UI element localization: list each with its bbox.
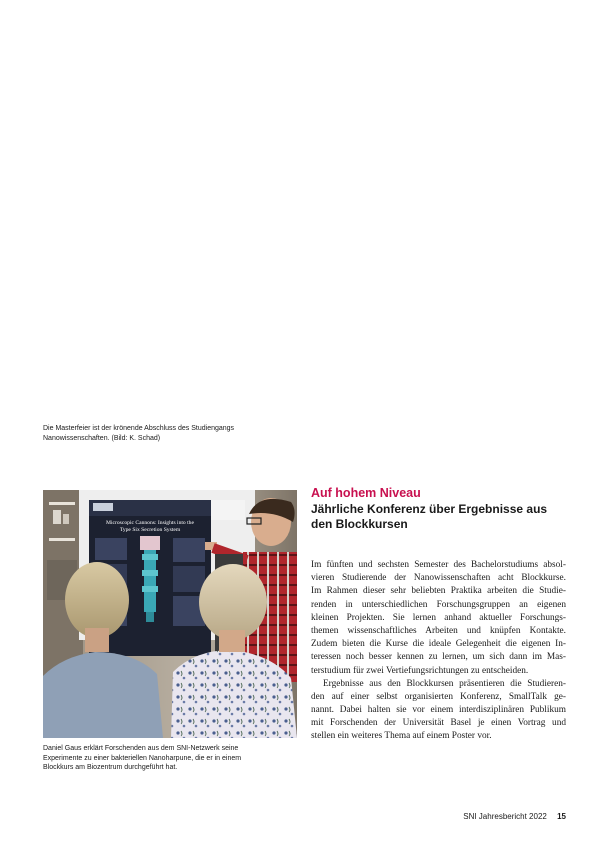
body-line: Im Rahmen dieser sehr beliebten Praktika arbeiten die Studie- (311, 586, 566, 597)
poster-session-photo (43, 490, 297, 738)
body-line: kleinen Projekten. Sie lernen anhand aktueller Forschungs- (311, 612, 566, 623)
headline-line: Jährliche Konferenz über Ergebnisse aus (311, 502, 548, 516)
caption-line: Blockkurs am Biozentrum durchgeführt hat. (43, 764, 178, 772)
body-line: themen wissenschaftliches Arbeiten und knüpfen Kontakte. (311, 625, 566, 636)
article-body (311, 559, 566, 744)
page-number: 15 (557, 812, 566, 821)
page-footer (463, 812, 566, 821)
top-photo-caption (43, 424, 234, 443)
caption-line: Daniel Gaus erklärt Forschenden aus dem SNI-Netzwerk seine (43, 745, 239, 752)
poster-title-line-1: Microscopic Cannons: Insights into the (106, 520, 194, 526)
body-line: Zudem bieten die Kurse die ideale Gelegenheit die eigenen In- (311, 639, 566, 650)
article-headline (311, 502, 561, 532)
caption-line: Nanowissenschaften. (Bild: K. Schad) (43, 434, 161, 442)
caption-line: Die Masterfeier ist der krönende Abschluss des Studiengangs (43, 425, 235, 432)
body-line: terstudium für zwei Vertiefungsrichtungen zu entscheiden. (311, 665, 529, 676)
body-line: Ergebnisse aus den Blockkursen präsentieren die Studieren- (323, 678, 566, 689)
bottom-photo-caption (43, 744, 241, 773)
body-line: nannt. Dabei halten sie vor einem interdisziplinären Publikum (311, 705, 566, 716)
publication-name: SNI Jahresbericht 2022 (463, 812, 547, 821)
body-line: vieren Studierende der Nanowissenschaften acht Blockkurse. (311, 573, 566, 584)
article-kicker: Auf hohem Niveau (311, 486, 421, 500)
photo-illustration (43, 490, 297, 738)
body-line: teressen noch besser kennen zu lernen, um sich dann im Mas- (311, 652, 566, 663)
body-line: Im fünften und sechsten Semester des Bachelorstudiums absol- (311, 560, 566, 570)
headline-line: den Blockkursen (311, 517, 408, 531)
caption-line: Experimente zu einer bakteriellen Nanoharpune, die er in einem (43, 754, 242, 762)
body-line: den auf einer selbst organisierten Konferenz, SmallTalk ge- (311, 691, 566, 702)
body-line: renden in unterschiedlichen Forschungsgruppen an eigenen (311, 599, 566, 610)
poster-title-line-2: Type Six Secretion System (119, 527, 181, 533)
body-line: stellen ein weiteres Thema auf einem Poster vor. (311, 731, 492, 742)
body-line: mit Forschenden der Universität Basel je einen Vortrag und (311, 718, 566, 729)
